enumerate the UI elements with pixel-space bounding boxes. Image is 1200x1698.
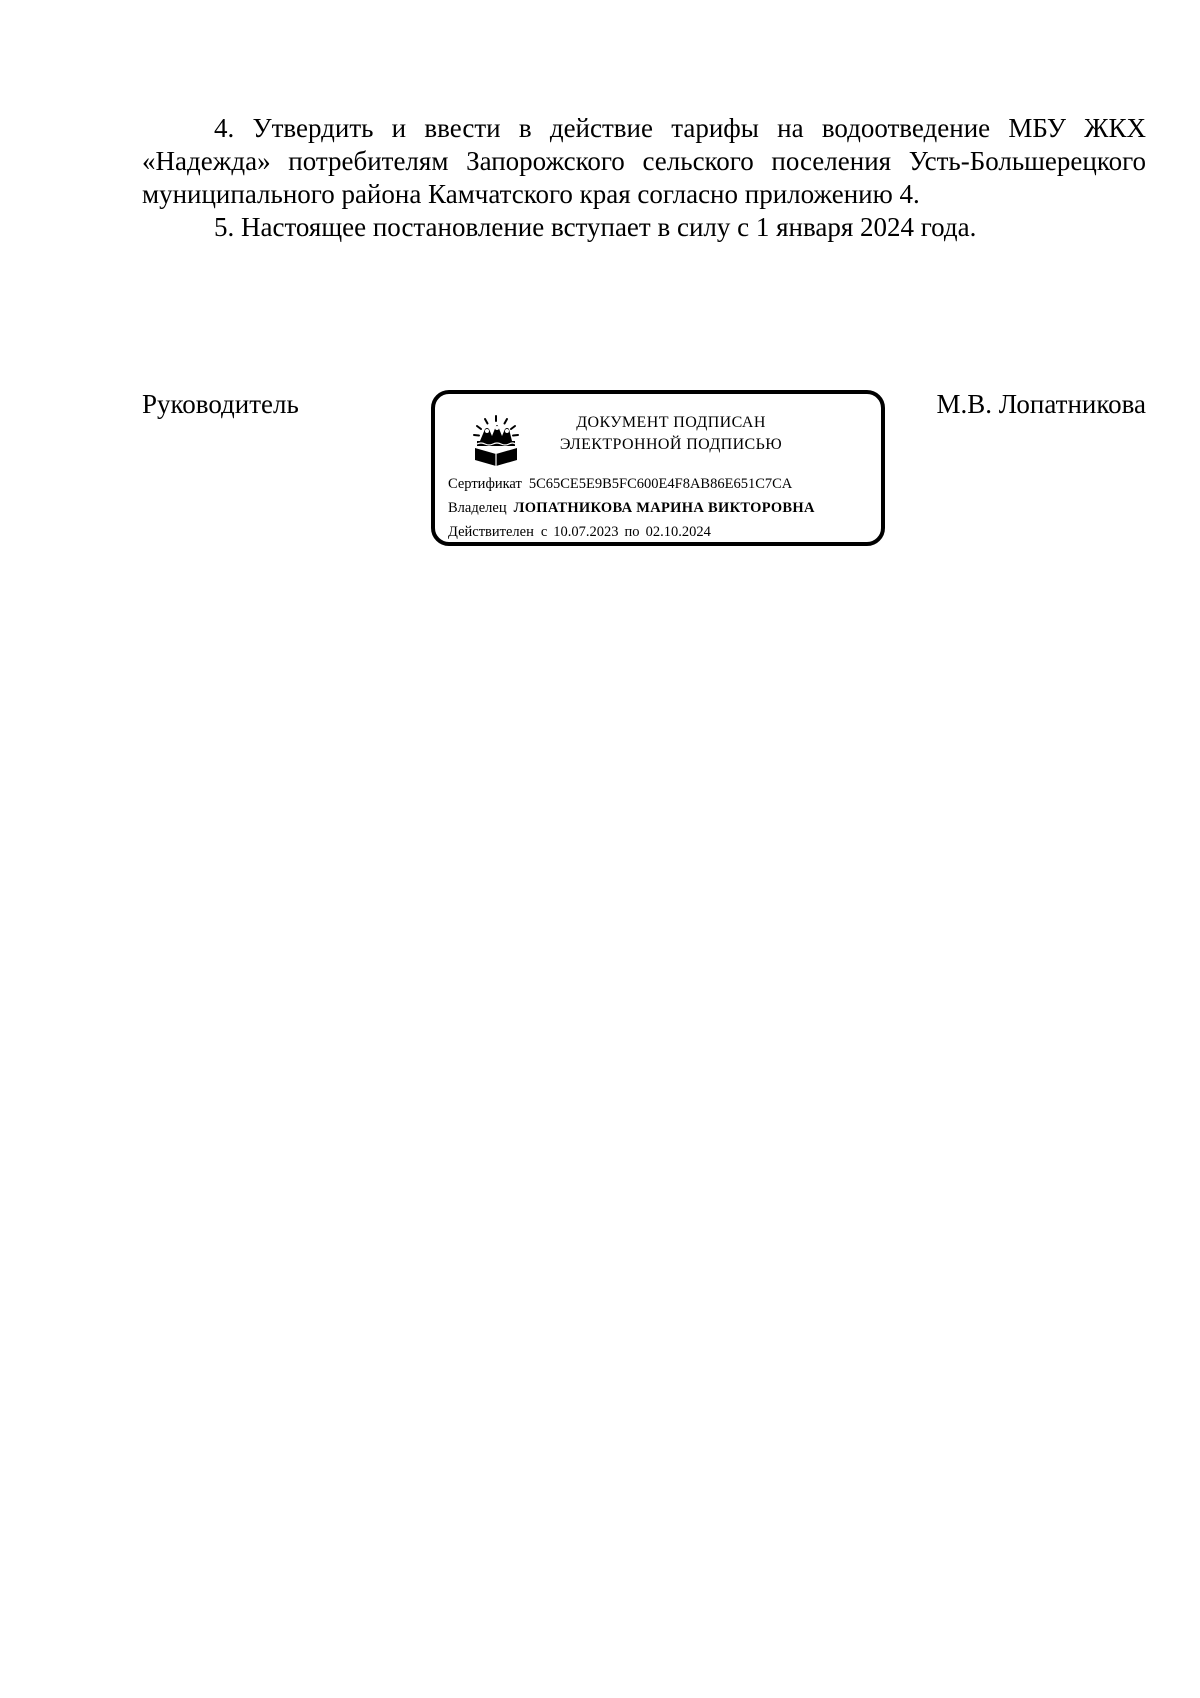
certificate-label: Сертификат (448, 476, 522, 492)
stamp-details (448, 472, 878, 544)
validity-line (448, 520, 878, 544)
paragraph-4: 4. Утвердить и ввести в действие тарифы на водоотведение МБУ ЖКХ «Надежда» потребителям Запорожского сельского поселения Усть-Большерецкого муниципального района Камчатского края согласно приложению 4. (142, 113, 1146, 209)
valid-to-date: 02.10.2024 (645, 524, 711, 540)
valid-to-prefix: по (624, 524, 640, 540)
stamp-title (531, 412, 811, 456)
valid-from-prefix: с (540, 524, 548, 540)
signatory-name: М.В. Лопатникова (936, 389, 1146, 419)
owner-line (448, 496, 878, 520)
valid-from-date: 10.07.2023 (553, 524, 619, 540)
paragraph-5: 5. Настоящее постановление вступает в силу с 1 января 2024 года. (214, 212, 977, 242)
stamp-title-line-2: ЭЛЕКТРОННОЙ ПОДПИСЬЮ (559, 436, 783, 453)
signatory-position: Руководитель (142, 389, 299, 419)
coat-of-arms-icon (471, 414, 521, 468)
owner-value: ЛОПАТНИКОВА МАРИНА ВИКТОРОВНА (513, 500, 815, 516)
electronic-signature-stamp (431, 390, 885, 546)
certificate-line (448, 472, 878, 496)
owner-label: Владелец (448, 500, 507, 516)
document-body (142, 112, 1146, 244)
stamp-title-line-1: ДОКУМЕНТ ПОДПИСАН (576, 414, 766, 431)
certificate-value: 5C65CE5E9B5FC600E4F8AB86E651C7CA (528, 476, 793, 492)
validity-label: Действителен (448, 524, 534, 540)
